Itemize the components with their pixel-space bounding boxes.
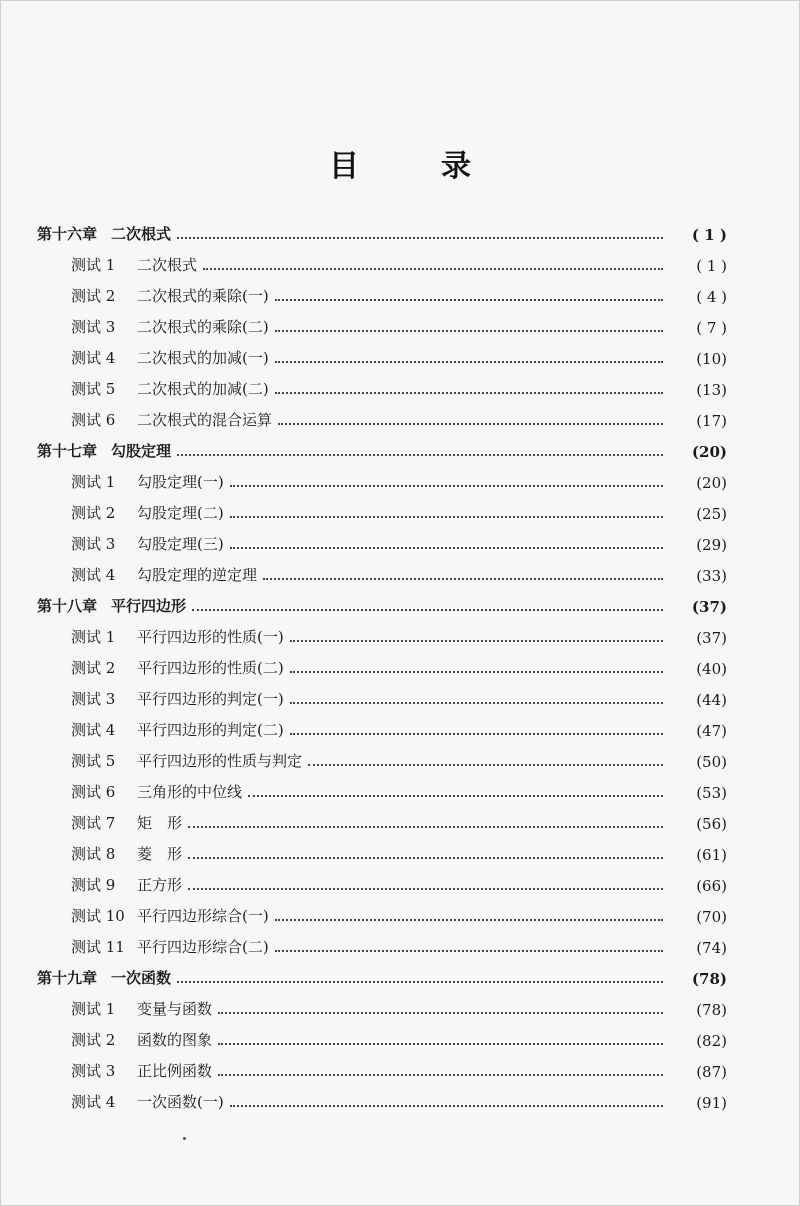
toc-page-number: (78) (691, 970, 727, 988)
toc-entry-label (71, 471, 230, 492)
toc-entry-title: 三角形的中位线 (137, 783, 243, 801)
dot-leader (290, 702, 663, 704)
toc-entry-number: 测试 4 (71, 1093, 116, 1111)
toc-test-row (37, 337, 727, 368)
dot-leader (230, 547, 663, 549)
dot-leader (218, 1012, 663, 1014)
dot-leader (308, 764, 663, 766)
toc-entry-title: 函数的图象 (137, 1031, 213, 1049)
dot-leader (248, 795, 663, 797)
toc-page-number: (56) (696, 815, 727, 833)
toc-page-number: (53) (696, 784, 727, 802)
toc-entry-number: 测试 7 (71, 814, 116, 832)
dot-leader (275, 361, 663, 363)
toc-entry-label (71, 378, 275, 399)
toc-entry-label (71, 998, 218, 1019)
toc-test-row (37, 833, 727, 864)
dot-leader (230, 516, 663, 518)
toc-page-number: (82) (696, 1032, 727, 1050)
toc-test-row (37, 895, 727, 926)
toc-entry-label (71, 1060, 218, 1081)
toc-entry-title: 菱 形 (137, 845, 183, 863)
dot-leader (218, 1074, 663, 1076)
toc-page-number: (87) (696, 1063, 727, 1081)
toc-entry-title: 一次函数 (111, 969, 172, 987)
toc-entry-number: 测试 1 (71, 628, 116, 646)
toc-test-row (37, 306, 727, 337)
toc-entry-label (71, 626, 290, 647)
toc-entry-label (71, 719, 290, 740)
toc-entry-number: 测试 3 (71, 318, 116, 336)
toc-entry-label (71, 812, 188, 833)
toc-entry-number: 测试 8 (71, 845, 116, 863)
toc-page-number: (10) (696, 350, 727, 368)
toc-page-number: (74) (696, 939, 727, 957)
dot-leader (230, 1105, 663, 1107)
dot-leader (177, 237, 663, 239)
toc-entry-label (71, 657, 290, 678)
toc-page-number: (17) (696, 412, 727, 430)
toc-entry-title: 平行四边形综合(一) (137, 907, 269, 925)
toc-page-number: (47) (696, 722, 727, 740)
toc-entry-label (37, 440, 177, 461)
toc-chapter-row (37, 430, 727, 461)
toc-entry-label (37, 223, 177, 244)
toc-entry-label (71, 347, 275, 368)
toc-entry-number: 测试 3 (71, 1062, 116, 1080)
toc-entry-title: 二次根式的加减(二) (137, 380, 269, 398)
table-of-contents (37, 213, 727, 1112)
dot-leader (192, 609, 663, 611)
dot-leader (218, 1043, 663, 1045)
toc-entry-number: 测试 4 (71, 721, 116, 739)
toc-test-row (37, 616, 727, 647)
toc-test-row (37, 988, 727, 1019)
toc-test-row (37, 492, 727, 523)
toc-test-row (37, 771, 727, 802)
toc-test-row (37, 864, 727, 895)
toc-entry-title: 正方形 (137, 876, 183, 894)
toc-test-row (37, 244, 727, 275)
toc-entry-label (71, 564, 263, 585)
toc-entry-title: 勾股定理 (111, 442, 172, 460)
dot-leader (177, 454, 663, 456)
toc-entry-number: 第十七章 (37, 442, 98, 460)
toc-entry-title: 二次根式 (111, 225, 172, 243)
toc-entry-title: 平行四边形的判定(一) (137, 690, 284, 708)
toc-entry-title: 平行四边形综合(二) (137, 938, 269, 956)
toc-entry-title: 勾股定理(一) (137, 473, 224, 491)
toc-page-number: (44) (696, 691, 727, 709)
toc-test-row (37, 1019, 727, 1050)
toc-page-number: (13) (696, 381, 727, 399)
toc-entry-title: 正比例函数 (137, 1062, 213, 1080)
dot-leader (278, 423, 663, 425)
toc-entry-number: 测试 1 (71, 473, 116, 491)
title-char: 录 (441, 149, 473, 184)
toc-entry-label (71, 781, 248, 802)
dot-leader (290, 640, 663, 642)
toc-test-row (37, 647, 727, 678)
toc-entry-label (71, 502, 230, 523)
dot-leader (188, 826, 663, 828)
dot-leader (275, 299, 663, 301)
toc-entry-number: 测试 9 (71, 876, 116, 894)
toc-entry-label (71, 750, 308, 771)
toc-test-row (37, 399, 727, 430)
toc-entry-number: 测试 6 (71, 411, 116, 429)
toc-entry-title: 二次根式的加减(一) (137, 349, 269, 367)
dot-leader (263, 578, 663, 580)
toc-page-number: (33) (696, 567, 727, 585)
toc-entry-title: 平行四边形的性质(一) (137, 628, 284, 646)
toc-entry-label (37, 967, 177, 988)
toc-entry-label (71, 1091, 230, 1112)
dot-leader (275, 919, 663, 921)
toc-entry-label (71, 936, 275, 957)
toc-page-number: (91) (696, 1094, 727, 1112)
toc-entry-title: 二次根式的混合运算 (137, 411, 273, 429)
toc-entry-title: 二次根式 (137, 256, 198, 274)
dot-leader (188, 888, 663, 890)
toc-test-row (37, 1050, 727, 1081)
toc-test-row (37, 554, 727, 585)
toc-page-number: (20) (696, 474, 727, 492)
toc-entry-label (71, 254, 203, 275)
toc-chapter-row (37, 957, 727, 988)
toc-entry-title: 平行四边形 (111, 597, 187, 615)
dot-leader (275, 950, 663, 952)
toc-entry-title: 一次函数(一) (137, 1093, 224, 1111)
toc-page-number: ( 4 ) (696, 288, 727, 306)
dot-leader (290, 733, 663, 735)
toc-chapter-row (37, 213, 727, 244)
toc-entry-label (71, 843, 188, 864)
dot-leader (290, 671, 663, 673)
toc-entry-title: 二次根式的乘除(一) (137, 287, 269, 305)
toc-test-row (37, 709, 727, 740)
toc-entry-number: 测试 5 (71, 752, 116, 770)
toc-entry-number: 测试 2 (71, 504, 116, 522)
toc-page-number: (29) (696, 536, 727, 554)
toc-test-row (37, 740, 727, 771)
print-speck (183, 1137, 186, 1140)
dot-leader (275, 330, 663, 332)
toc-entry-title: 矩 形 (137, 814, 183, 832)
dot-leader (203, 268, 663, 270)
toc-page-number: (37) (696, 629, 727, 647)
toc-entry-number: 测试 3 (71, 535, 116, 553)
toc-entry-number: 测试 1 (71, 1000, 116, 1018)
dot-leader (275, 392, 663, 394)
toc-entry-label (71, 409, 278, 430)
toc-entry-title: 平行四边形的判定(二) (137, 721, 284, 739)
toc-entry-title: 平行四边形的性质与判定 (137, 752, 303, 770)
toc-entry-number: 测试 6 (71, 783, 116, 801)
toc-entry-title: 二次根式的乘除(二) (137, 318, 269, 336)
toc-test-row (37, 678, 727, 709)
dot-leader (230, 485, 663, 487)
toc-entry-number: 测试 4 (71, 349, 116, 367)
toc-page-number: (25) (696, 505, 727, 523)
toc-chapter-row (37, 585, 727, 616)
toc-entry-label (71, 316, 275, 337)
toc-entry-title: 平行四边形的性质(二) (137, 659, 284, 677)
toc-page-number: (66) (696, 877, 727, 895)
toc-page-number: (50) (696, 753, 727, 771)
toc-entry-number: 测试 3 (71, 690, 116, 708)
dot-leader (188, 857, 663, 859)
toc-entry-title: 勾股定理的逆定理 (137, 566, 258, 584)
toc-test-row (37, 926, 727, 957)
toc-entry-label (71, 285, 275, 306)
toc-entry-number: 测试 11 (71, 938, 125, 956)
toc-page-number: (78) (696, 1001, 727, 1019)
dot-leader (177, 981, 663, 983)
toc-entry-number: 测试 1 (71, 256, 116, 274)
toc-entry-number: 测试 2 (71, 659, 116, 677)
title-char: 目 (329, 149, 361, 184)
toc-entry-number: 测试 2 (71, 1031, 116, 1049)
toc-entry-number: 测试 2 (71, 287, 116, 305)
toc-entry-label (71, 905, 275, 926)
toc-entry-number: 测试 5 (71, 380, 116, 398)
toc-page-number: ( 1 ) (696, 257, 727, 275)
page-title (1, 141, 800, 185)
toc-page-number: (40) (696, 660, 727, 678)
toc-entry-number: 测试 4 (71, 566, 116, 584)
toc-entry-number: 第十八章 (37, 597, 98, 615)
toc-entry-label (71, 874, 188, 895)
toc-test-row (37, 461, 727, 492)
toc-entry-label (71, 1029, 218, 1050)
toc-test-row (37, 368, 727, 399)
toc-test-row (37, 523, 727, 554)
toc-page-number: ( 1 ) (691, 226, 727, 244)
toc-entry-number: 第十六章 (37, 225, 98, 243)
toc-entry-label (37, 595, 192, 616)
toc-page-number: (70) (696, 908, 727, 926)
toc-entry-title: 勾股定理(二) (137, 504, 224, 522)
toc-test-row (37, 1081, 727, 1112)
toc-page-number: (20) (691, 443, 727, 461)
toc-page-number: (61) (696, 846, 727, 864)
toc-test-row (37, 802, 727, 833)
toc-entry-number: 测试 10 (71, 907, 125, 925)
toc-page-number: ( 7 ) (696, 319, 727, 337)
toc-entry-number: 第十九章 (37, 969, 98, 987)
toc-test-row (37, 275, 727, 306)
toc-entry-label (71, 533, 230, 554)
toc-entry-title: 勾股定理(三) (137, 535, 224, 553)
toc-page-number: (37) (691, 598, 727, 616)
toc-entry-label (71, 688, 290, 709)
toc-entry-title: 变量与函数 (137, 1000, 213, 1018)
